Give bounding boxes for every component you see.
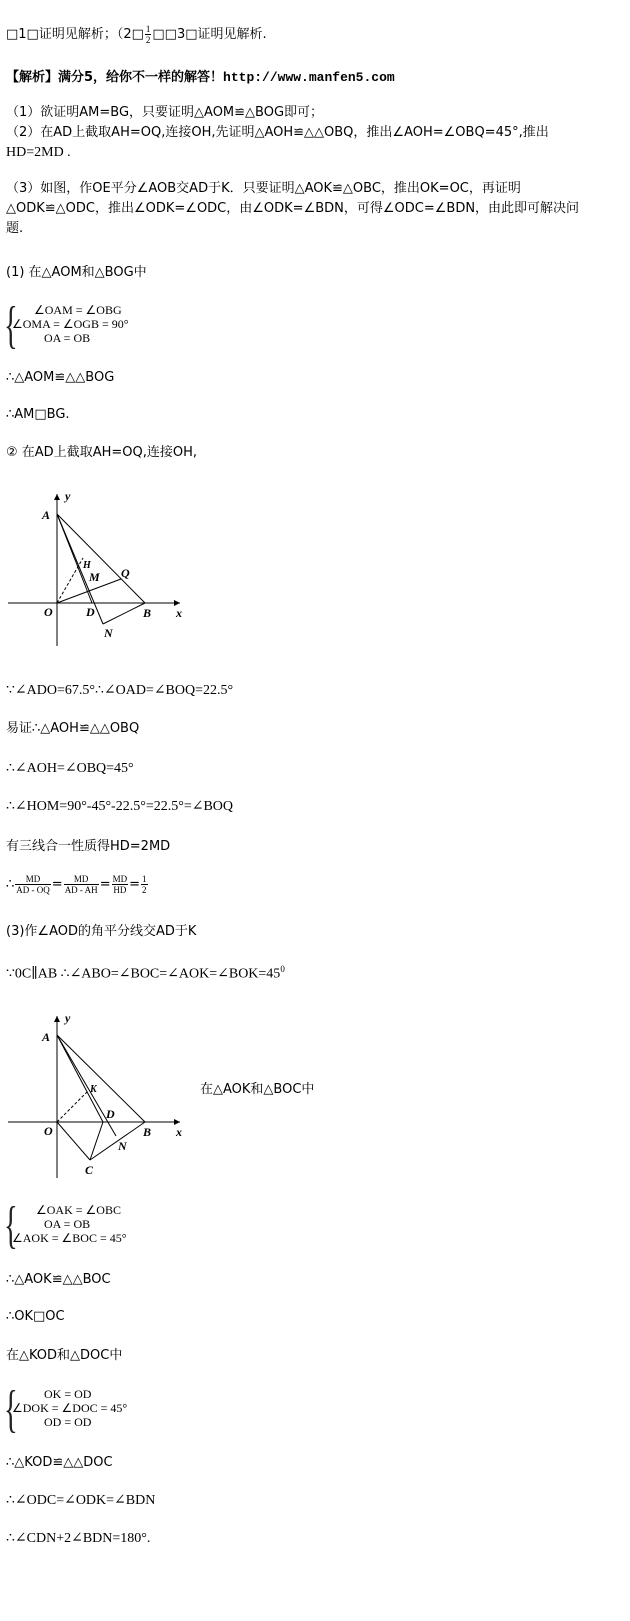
analysis-line-3a: （3）如图，作OE平分∠AOB交AD于K．只要证明△AOK≌△OBC，推出OK=OC，再证明: [6, 181, 521, 196]
s1-equation-system: [4, 297, 204, 354]
analysis-label: 【解析】满分5，给你不一样的解答！: [6, 70, 224, 85]
s3-sys1-eq-2: OA = OB: [44, 1217, 91, 1231]
fig2-label-m: M: [89, 570, 100, 584]
fig2-label-a: A: [42, 508, 51, 522]
fig2-label-x: x: [176, 606, 182, 620]
s3-sys1-eq-1: ∠OAK = ∠OBC: [36, 1203, 121, 1217]
s3-equation-system-1: [4, 1197, 204, 1254]
ratio-frac-1: $\frac{MD}{AD - OQ}$: [16, 874, 50, 895]
s3-sys2-eq-1: OK = OD: [44, 1387, 92, 1401]
s3-title-2: 在△KOD和△DOC中: [6, 1348, 123, 1363]
s2-line-4: ∴∠HOM=90°-45°-22.5°=22.5°=∠BOQ: [6, 799, 234, 814]
s3-conclusion-3: ∴△KOD≌△△DOC: [6, 1455, 113, 1470]
fig2-label-d: D: [86, 605, 95, 619]
s3-sys2-eq-3: OD = OD: [44, 1415, 92, 1429]
s2-line-2: 易证∴△AOH≌△△OBQ: [6, 721, 140, 736]
ratio-frac-2: $\frac{MD}{AD - AH}$: [64, 874, 98, 895]
s3-conclusion-5: ∴∠CDN+2∠BDN=180°.: [6, 1531, 151, 1546]
s3-conclusion-1: ∴△AOK≌△△BOC: [6, 1272, 111, 1287]
ratio-frac-4: $\frac{1}{2}$: [142, 874, 147, 895]
figure-3: [0, 1008, 200, 1183]
fig3-label-b: B: [143, 1125, 152, 1139]
fig3-label-c: C: [85, 1163, 94, 1177]
s1-conclusion-1: ∴△AOM≌△△BOG: [6, 370, 115, 385]
s1-brace: {: [4, 297, 18, 354]
fig3-label-k: K: [90, 1084, 97, 1095]
s3-given: ∵0C∥AB $\therefore\angle ABO=\angle BOC=\angle AOK=\angle BOK=45^0$: [6, 964, 285, 982]
answer-part2: □□3□证明见解析.: [152, 27, 267, 42]
analysis-line-3c: 题.: [6, 221, 24, 236]
fig3-label-n: N: [118, 1139, 127, 1153]
s1-eq-3: OA = OB: [44, 331, 91, 345]
answer-part1: □1□证明见解析；（2□: [6, 27, 144, 42]
ratio-therefore: ∴: [6, 877, 15, 892]
s3-sys2-eq-2: ∠DOK = ∠DOC = 45°: [12, 1401, 128, 1415]
s3-conclusion-2: ∴OK□OC: [6, 1309, 65, 1324]
analysis-header: [6, 69, 395, 87]
s1-conclusion-2: ∴AM□BG.: [6, 407, 70, 422]
analysis-line-2a: （2）在AD上截取AH=OQ,连接OH,先证明△AOH≌△△OBQ，推出∠AOH=∠OBQ=45°,推出: [6, 125, 549, 140]
s2-line-1: ∵∠ADO=67.5°∴∠OAD=∠BOQ=22.5°: [6, 683, 234, 698]
figure-2: [0, 486, 200, 651]
fig2-label-q: Q: [121, 566, 130, 580]
fig2-label-y: y: [65, 489, 71, 503]
s1-eq-1: ∠OAM = ∠OBG: [34, 303, 122, 317]
fig3-label-x: x: [176, 1125, 182, 1139]
s1-title: (1) 在△AOM和△BOG中: [6, 265, 147, 280]
fig3-label-a: A: [42, 1030, 51, 1044]
fig3-label-o: O: [44, 1124, 53, 1138]
s3-equation-system-2: [4, 1381, 204, 1438]
ratio-frac-3: $\frac{MD}{HD}$: [112, 874, 128, 895]
s2-title: ② 在AD上截取AH=OQ,连接OH,: [6, 445, 197, 460]
s3-brace-2: {: [4, 1381, 18, 1438]
s3-sys1-eq-3: ∠AOK = ∠BOC = 45°: [12, 1231, 127, 1245]
s3-side-text: 在△AOK和△BOC中: [200, 1082, 315, 1097]
answer-line: [6, 24, 267, 45]
analysis-line-2b: HD=2MD .: [6, 145, 71, 160]
s2-line-5: 有三线合一性质得HD=2MD: [6, 839, 171, 854]
s1-eq-2: ∠OMA = ∠OGB = 90°: [12, 317, 129, 331]
fig2-label-n: N: [104, 626, 113, 640]
s3-conclusion-4: ∴∠ODC=∠ODK=∠BDN: [6, 1493, 156, 1508]
s2-ratio: ∴ $\frac{MD}{AD - OQ}$ = $\frac{MD}{AD - AH}$ = $\frac{MD}{HD}$ = $\frac{1}{2}$: [6, 874, 147, 895]
answer-fraction: $\frac{1}{2}$: [145, 24, 151, 45]
fig2-label-h: H: [83, 560, 91, 571]
fig2-label-o: O: [44, 605, 53, 619]
s3-title: (3)作∠AOD的角平分线交AD于K: [6, 924, 197, 939]
fig3-label-y: y: [65, 1011, 71, 1025]
s3-brace-1: {: [4, 1197, 18, 1254]
site-url: http://www.manfen5.com: [223, 70, 395, 85]
s2-line-3: ∴∠AOH=∠OBQ=45°: [6, 761, 134, 776]
fig3-label-d: D: [106, 1107, 115, 1121]
analysis-line-1: （1）欲证明AM=BG，只要证明△AOM≌△BOG即可；: [6, 105, 324, 120]
analysis-line-3b: △ODK≌△ODC，推出∠ODK=∠ODC，由∠ODK=∠BDN，可得∠ODC=∠BDN，由此即可解决问: [6, 201, 580, 216]
fig2-label-b: B: [143, 606, 152, 620]
